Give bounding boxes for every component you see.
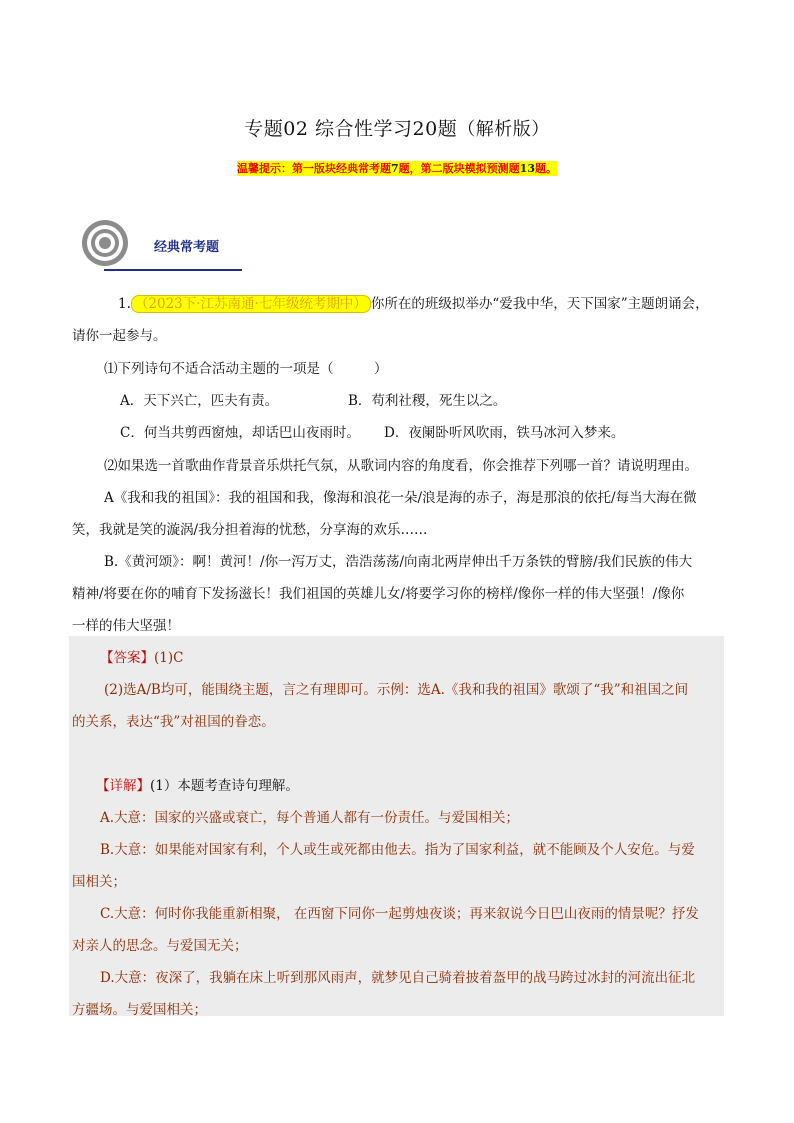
detail-d-line2: 方疆场。与爱国相关； (72, 1002, 207, 1018)
answer-line1 (100, 646, 752, 666)
detail-b-line2: 国相关； (72, 874, 126, 890)
tip-suffix: 题。 (534, 162, 557, 175)
song-a-line1: A《我和我的祖国》：我的祖国和我，像海和浪花一朵/浪是海的赤子，海是那浪的依托/每当大海在微 (104, 490, 697, 506)
option-a: A．天下兴亡，匹夫有责。 (120, 393, 279, 409)
song-b-line1: B.《黄河颂》：啊！黄河！/你一泻万丈，浩浩荡荡/向南北两岸伸出千万条铁的臂膀/我们民族的伟大 (104, 554, 693, 570)
q1-stem (72, 292, 724, 312)
target-icon (80, 218, 130, 268)
tip-num2: 13 (519, 162, 535, 175)
answer-a1: (1)C (154, 650, 184, 666)
title-paren: （解析版） (457, 119, 550, 140)
detail-line1 (96, 774, 748, 794)
detail-c-line1: C.大意：何时你我能重新相聚， 在西窗下同你一起剪烛夜谈；再来叙说今日巴山夜雨的情景呢？抒发 (100, 906, 699, 922)
option-d: D．夜阑卧听风吹雨，铁马冰河入梦来。 (384, 425, 625, 441)
song-b-line3: 一样的伟大坚强！ (72, 618, 180, 634)
detail-label: 【详解】 (96, 778, 150, 794)
option-b: B．苟利社稷，死生以之。 (348, 393, 507, 409)
detail-intro: (1）本题考查诗句理解。 (150, 778, 299, 794)
page-title (0, 114, 794, 141)
tip-banner (0, 160, 794, 176)
q1-sub2: ⑵如果选一首歌曲作背景音乐烘托气氛，从歌词内容的角度看，你会推荐下列哪一首？请说明理由。 (104, 458, 698, 474)
option-c: C．何当共剪西窗烛，却话巴山夜雨时。 (120, 425, 360, 441)
answer-label: 【答案】 (100, 650, 154, 666)
detail-a: A.大意：国家的兴盛或衰亡，每个普通人都有一份责任。与爱国相关； (100, 810, 520, 826)
song-b-line2: 精神/将要在你的哺育下发扬滋长！我们祖国的英雄儿女/将要学习你的榜样/像你一样的伟大坚强！/像你 (72, 586, 685, 602)
q1-source-tag: （2023下·江苏南通·七年级统考期中） (131, 295, 371, 313)
detail-d-line1: D.大意：夜深了，我躺在床上听到那风雨声，就梦见自己骑着披着盔甲的战马跨过冰封的河流出征北 (100, 970, 696, 986)
section-underline (104, 269, 242, 271)
q1-stem-line1: 你所在的班级拟举办“爱我中华，天下国家”主题朗诵会， (370, 296, 709, 312)
tip-mid: 题，第二版块模拟预测题 (398, 162, 520, 175)
title-main: 专题02 综合性学习20题 (244, 118, 458, 140)
q1-number: 1. (118, 296, 131, 312)
tip-prefix: 温馨提示：第一版块经典常考题 (237, 162, 392, 175)
q1-stem-line2: 请你一起参与。 (72, 328, 167, 344)
detail-c-line2: 对亲人的思念。与爱国无关； (72, 938, 248, 954)
song-a-line2: 笑，我就是笑的漩涡/我分担着海的忧愁，分享海的欢乐…… (72, 522, 428, 538)
q1-sub1: ⑴下列诗句不适合活动主题的一项是（ ） (104, 361, 388, 377)
answer-a2-line1: (2)选A/B均可，能围绕主题，言之有理即可。示例：选A.《我和我的祖国》歌颂了“我”和祖国之间 (104, 682, 689, 698)
section-title: 经典常考题 (154, 240, 220, 255)
tip-num1: 7 (391, 162, 399, 175)
answer-a2-line2: 的关系，表达“我”对祖国的眷恋。 (72, 714, 275, 730)
detail-b-line1: B.大意：如果能对国家有利，个人或生或死都由他去。指为了国家利益，就不能顾及个人安危。与爱 (100, 842, 695, 858)
